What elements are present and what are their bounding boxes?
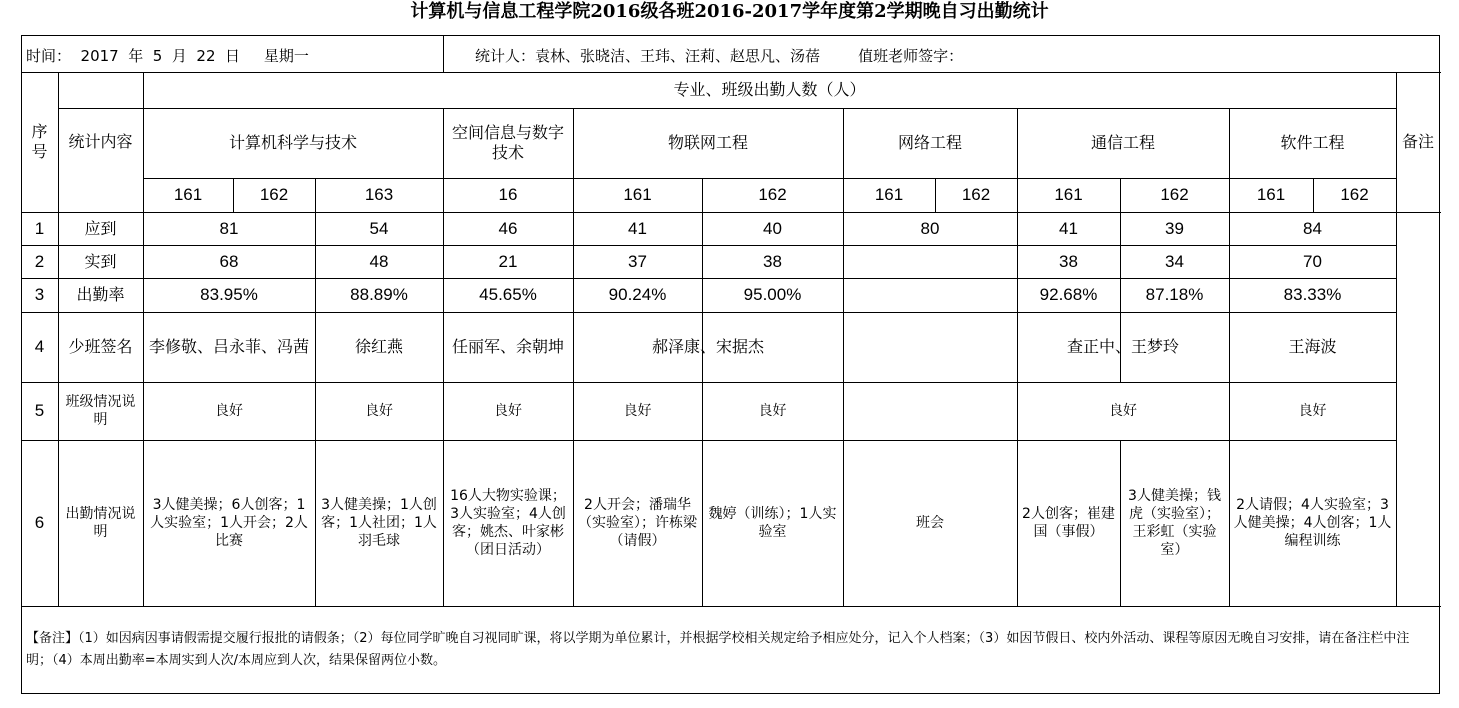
table-cell (843, 278, 1017, 312)
table-cell: 任丽军、余朝坤 (451, 337, 564, 356)
row-label: 实到 (84, 251, 117, 271)
table-cell: 徐红燕 (354, 337, 403, 356)
table-cell: 良好 (623, 403, 652, 419)
header-class: 162 (1340, 185, 1369, 204)
header-class: 161 (623, 185, 652, 204)
header-seq: 序号 (31, 122, 48, 161)
table-cell: 48 (369, 251, 389, 271)
table-cell: 34 (1165, 251, 1184, 271)
header-class: 161 (173, 185, 203, 204)
table-cell: 80 (920, 218, 940, 238)
table-cell: 良好 (1298, 403, 1327, 419)
header-major: 通信工程 (1090, 133, 1155, 152)
table-cell: 3人健美操；6人创客；1人实验室；1人开会；2人比赛 (150, 497, 308, 549)
table-cell: 87.18% (1145, 285, 1204, 304)
table-cell: 92.68% (1039, 285, 1098, 304)
table-cell: 84 (1303, 218, 1322, 238)
page-title: 计算机与信息工程学院2016级各班2016-2017学年度第2学期晚自习出勤统计 (410, 1, 1049, 22)
table-cell: 83.33% (1283, 285, 1342, 304)
header-class: 161 (1054, 185, 1083, 204)
table-cell: 95.00% (743, 285, 802, 304)
header-class: 163 (364, 185, 394, 204)
row-number: 5 (34, 401, 45, 420)
table-cell: 班会 (916, 515, 944, 531)
header-class: 162 (758, 185, 787, 204)
table-cell: 王海波 (1288, 337, 1337, 356)
recorders: 统计人：袁林、张晓洁、王玮、汪莉、赵思凡、汤蓓 (475, 46, 821, 65)
row-number: 3 (34, 285, 45, 304)
table-cell (843, 312, 1017, 382)
table-cell: 37 (628, 251, 647, 271)
table-cell: 16人大物实验课；3人实验室；4人创客；姚杰、叶家彬（团日活动） (450, 488, 566, 558)
table-cell: 良好 (1109, 403, 1137, 419)
teacher-sign-label: 值班老师签字： (858, 46, 964, 65)
row-label: 应到 (84, 218, 117, 238)
row-label: 出勤情况说明 (65, 506, 136, 540)
table-cell: 46 (498, 218, 518, 238)
table-cell: 54 (369, 218, 389, 238)
header-major: 计算机科学与技术 (228, 133, 357, 152)
footnote: 【备注】（1）如因病因事请假需提交履行报批的请假条；（2）每位同学旷晚自习视同旷课，将以学期为单位累计，并根据学校相关规定给予相应处分，记入个人档案；（3）如因节假日、校内外活动、课程等原因无晚自习安排，请在备注栏中注明；（4）本周出勤率=本周实到人次/本周应到人次，结果保留两位小数。 (26, 631, 1410, 668)
header-class: 161 (1256, 185, 1286, 204)
table-cell: 良好 (494, 403, 522, 419)
header-class: 162 (259, 185, 289, 204)
row-label: 出勤率 (76, 285, 125, 304)
row-number: 4 (34, 337, 45, 356)
table-cell: 41 (1059, 218, 1078, 238)
header-remark: 备注 (1401, 132, 1434, 151)
header-major: 空间信息与数字技术 (451, 123, 564, 162)
header-class: 162 (961, 185, 991, 204)
row-label: 少班签名 (68, 337, 133, 356)
table-cell: 3人健美操；钱虎（实验室）；王彩虹（实验室） (1128, 488, 1221, 558)
table-cell: 3人健美操；1人创客；1人社团；1人羽毛球 (321, 497, 437, 549)
table-cell: 魏婷（训练）；1人实验室 (708, 506, 837, 540)
table-cell: 21 (498, 251, 518, 271)
header-major: 物联网工程 (667, 133, 748, 152)
table-cell: 良好 (365, 403, 393, 419)
table-cell: 39 (1165, 218, 1184, 238)
table-cell: 40 (763, 218, 782, 238)
header-content: 统计内容 (68, 132, 133, 151)
table-cell: 良好 (758, 403, 787, 419)
header-class: 162 (1160, 185, 1189, 204)
recorders-info (475, 38, 963, 72)
header-group: 专业、班级出勤人数（人） (673, 80, 866, 99)
table-cell (843, 245, 1017, 278)
date-info: 时间： 2017 年 5 月 22 日 星期一 (26, 46, 309, 65)
table-cell: 良好 (215, 403, 243, 419)
table-cell: 81 (219, 218, 239, 238)
table-cell: 41 (628, 218, 647, 238)
header-class: 16 (498, 185, 518, 204)
table-cell: 83.95% (200, 285, 258, 304)
header-major: 软件工程 (1280, 133, 1345, 152)
header-class: 161 (874, 185, 904, 204)
table-cell: 70 (1303, 251, 1322, 271)
row-number: 1 (34, 218, 45, 238)
row-number: 6 (34, 513, 45, 532)
table-cell: 90.24% (608, 285, 667, 304)
table-cell: 45.65% (479, 285, 537, 304)
table-cell: 李修敬、吕永菲、冯茜 (148, 337, 309, 356)
table-cell (843, 382, 1017, 440)
row-label: 班级情况说明 (65, 394, 136, 428)
table-cell: 查正中、王梦玲 (1066, 337, 1179, 356)
table-cell: 2人开会；潘瑞华（实验室）；许栋梁（请假） (578, 497, 697, 549)
row-number: 2 (34, 251, 45, 271)
table-cell: 38 (1059, 251, 1078, 271)
table-cell: 郝泽康、宋据杰 (651, 337, 764, 356)
table-cell: 2人创客；崔建国（事假） (1022, 506, 1115, 540)
header-major: 网络工程 (897, 133, 962, 152)
table-cell: 2人请假；4人实验室；3人健美操；4人创客；1人编程训练 (1233, 497, 1392, 549)
table-cell: 88.89% (350, 285, 408, 304)
table-cell: 68 (219, 251, 239, 271)
table-cell: 38 (763, 251, 782, 271)
